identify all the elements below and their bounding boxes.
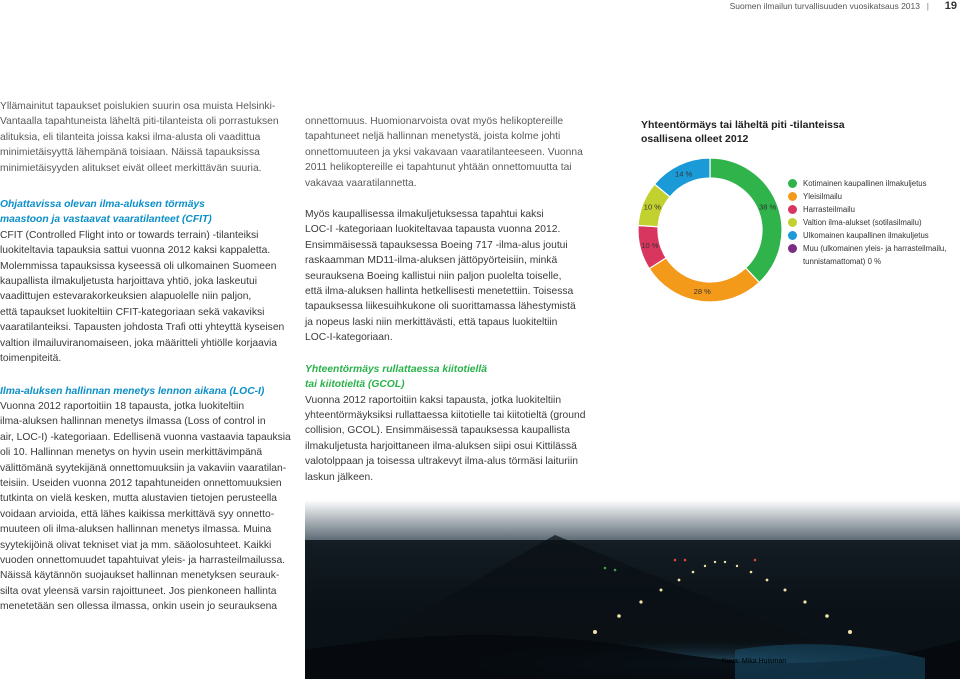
- legend-swatch: [788, 231, 797, 240]
- legend-swatch: [788, 244, 797, 253]
- text-line: vuoden onnettomuudet tapahtuivat yleis- ja harrasteilmailussa.: [0, 554, 286, 566]
- text-line: alituksia, eli tilanteita joissa kaksi ilma-alusta oli vaadittua: [0, 131, 261, 143]
- legend-label: Valtion ilma-alukset (sotilasilmailu): [803, 218, 922, 227]
- legend-swatch: [788, 192, 797, 201]
- legend-item: [788, 190, 960, 203]
- gcol-paragraph: [305, 393, 605, 485]
- text-line: voidaan arvioida, että lähes kaikissa merkittävä syy onnetto-: [0, 508, 275, 520]
- slice-value-label: 10 %: [643, 202, 661, 212]
- text-line: tapauksessa liikesuihkukone oli suorittamassa lähestymistä: [305, 301, 576, 313]
- text-line: 2011 helikoptereille ei tapahtunut yhtään onnettomuutta tai: [305, 162, 572, 174]
- text-line: Yllämainitut tapaukset poislukien suurin osa muista Helsinki-: [0, 101, 276, 112]
- cfit-paragraph: [0, 228, 292, 367]
- slice-value-label: 28 %: [693, 287, 711, 297]
- legend-label: Yleisilmailu: [803, 192, 842, 201]
- text-line: vakavaa vaaratilannetta.: [305, 177, 417, 189]
- chart-title-line: osallisena olleet 2012: [641, 133, 749, 145]
- text-line: muuteen oli ilma-aluksen hallinnan menetys ilmassa. Muina: [0, 524, 272, 536]
- legend-label: Muu (ulkomainen yleis- ja harrasteilmailu,: [803, 244, 947, 253]
- loc-heading: Ilma-aluksen hallinnan menetys lennon aikana (LOC-I): [0, 385, 265, 397]
- helicopter-paragraph: [305, 114, 605, 191]
- page-number: 19: [944, 0, 957, 12]
- text-line: syytekijöinä olivat tekniset viat ja mm. sääolosuhteet. Kaikki: [0, 539, 272, 551]
- legend-label: Harrasteilmailu: [803, 205, 855, 214]
- text-line: ilma-aluksen hallinnan menetys ilmassa (Loss of control in: [0, 416, 266, 428]
- header-separator: |: [926, 1, 929, 11]
- gcol-heading: Yhteentörmäys rullattaessa kiitotiellä: [305, 363, 487, 375]
- text-line: valotolppaan ja toisessa ultrakevyt ilma-alus törmäsi laituriin: [305, 456, 578, 468]
- chart-title: [641, 118, 941, 146]
- text-line: menetetään sen ollessa ilmassa, onkin usein jo seurauksena: [0, 601, 278, 613]
- column-1: [0, 99, 292, 615]
- legend-label: Kotimainen kaupallinen ilmakuljetus: [803, 179, 927, 188]
- text-line: CFIT (Controlled Flight into or towards terrain) -tilanteiksi: [0, 229, 259, 241]
- text-line: kaupallista ilmakuljetusta harjoittava yhtiö, joka laskeutui: [0, 276, 257, 288]
- text-line: Molemmissa tapauksissa kyseessä oli ulkomainen Suomeen: [0, 260, 277, 272]
- photo-credit: Kuva: Mika Huisman: [722, 658, 787, 665]
- text-line: collision, GCOL). Ensimmäisessä tapauksessa kaupallista: [305, 425, 570, 437]
- text-line: Vuonna 2012 raportoitiin kaksi tapausta, jotka luokiteltiin: [305, 394, 562, 406]
- text-line: valtion ilmailuviranomaiseen, joka määritteli yhtiölle korjaavia: [0, 337, 277, 349]
- chart-legend: [788, 177, 960, 268]
- legend-item: [788, 242, 960, 268]
- text-line: ilmakuljetusta harjoittaneen ilma-aluksen siipi osui Kittilässä: [305, 440, 577, 452]
- intro-paragraph: [0, 99, 292, 176]
- donut-slice: [710, 158, 782, 282]
- text-line: vaaratilanteiksi. Tapausten johdosta Trafi otti yhteyttä kyseisen: [0, 322, 285, 334]
- donut-chart: [635, 155, 785, 305]
- text-line: luokiteltavia tapauksia sattui vuonna 2012 kaksi kappaletta.: [0, 245, 271, 257]
- loc-paragraph: [0, 399, 292, 615]
- legend-item: [788, 177, 960, 190]
- legend-item: [788, 203, 960, 216]
- legend-item: [788, 229, 960, 242]
- text-line: raskaamman MD11-ilma-aluksen jättöpyörteisiin, minkä: [305, 255, 558, 267]
- text-line: Myös kaupallisessa ilmakuljetuksessa tapahtui kaksi: [305, 209, 544, 221]
- text-line: Vuonna 2012 raportoitiin 18 tapausta, jotka luokiteltiin: [0, 400, 245, 412]
- text-line: vaadittujen estevarakorkeuksien alapuolelle niin paljon,: [0, 291, 252, 303]
- text-line: tutkinta on vielä kesken, mutta alustavien tietojen perusteella: [0, 493, 278, 505]
- legend-swatch: [788, 205, 797, 214]
- text-line: Vantaalla tapahtuneista läheltä piti-tilanteista oli porrastuksen: [0, 116, 279, 128]
- text-line: toimenpiteitä.: [0, 353, 62, 365]
- chart-title-line: Yhteentörmäys tai läheltä piti -tilanteissa: [641, 119, 845, 131]
- text-line: onnettomuuteen ja yksi vakavaan vaaratilanteeseen. Vuonna: [305, 146, 583, 158]
- legend-label: tunnistamattomat) 0 %: [803, 257, 882, 266]
- text-line: seurauksena Boeing kallistui niin paljon puolelta toiselle,: [305, 270, 562, 282]
- text-line: tapahtuneet neljä hallinnan menetystä, joista kolme johti: [305, 131, 561, 143]
- legend-label: Ulkomainen kaupallinen ilmakuljetus: [803, 231, 929, 240]
- legend-swatch: [788, 179, 797, 188]
- gcol-heading: tai kiitotieltä (GCOL): [305, 379, 405, 391]
- runway-photo-image: [305, 500, 960, 679]
- text-line: onnettomuus. Huomionarvoista ovat myös helikoptereille: [305, 116, 564, 127]
- text-line: oli 10. Hallinnan menetys on hyvin usein merkittävimpänä: [0, 447, 263, 459]
- slice-value-label: 14 %: [675, 169, 693, 179]
- text-line: minimietäisyyttä lähempänä toisiaan. Näissä tapauksissa: [0, 147, 260, 159]
- text-line: teisiin. Useiden vuonna 2012 tapahtuneiden onnettomuuksien: [0, 477, 282, 489]
- publication-title: Suomen ilmailun turvallisuuden vuosikatsaus 2013: [729, 1, 920, 11]
- page-header: [0, 0, 960, 14]
- cfit-heading: Ohjattavissa olevan ilma-aluksen törmäys: [0, 199, 205, 211]
- text-line: että ilma-aluksen hallinta hetkellisesti menetettiin. Toisessa: [305, 286, 574, 298]
- text-line: laskun jälkeen.: [305, 471, 374, 483]
- text-line: minimietäisyyden alitukset eivät olleet merkittävän suuria.: [0, 162, 262, 174]
- slice-value-label: 38 %: [759, 202, 777, 212]
- column-2: [305, 114, 605, 485]
- commercial-loc-paragraph: [305, 207, 605, 346]
- text-line: LOC-I -kategoriaan luokiteltavaa tapausta vuonna 2012.: [305, 224, 561, 236]
- text-line: ja nopeus laski niin merkittävästi, että tapaus luokiteltiin: [305, 316, 558, 328]
- cfit-heading: maastoon ja vastaavat vaaratilanteet (CFIT): [0, 214, 212, 226]
- text-line: silta ovat yleensä varsin rajoittuneet. Jos pienkoneen hallinta: [0, 585, 277, 597]
- text-line: air, LOC-I) -kategoriaan. Edellisenä vuonna vastaavia tapauksia: [0, 431, 291, 443]
- legend-item: [788, 216, 960, 229]
- text-line: Ensimmäisessä tapauksessa Boeing 717 -ilma-alus joutui: [305, 239, 568, 251]
- slice-value-label: 10 %: [641, 240, 659, 250]
- text-line: välittömänä syytekijänä onnettomuuksiin ja vakaviin vaaratilan-: [0, 462, 287, 474]
- text-line: Näissä käytännön suojaukset hallinnan menetyksen seurauk-: [0, 570, 280, 582]
- legend-swatch: [788, 218, 797, 227]
- text-line: että tapaukset luokiteltiin CFIT-kategoriaan sekä vakaviksi: [0, 306, 265, 318]
- text-line: LOC-I-kategoriaan.: [305, 332, 393, 344]
- runway-night-photo: [305, 500, 960, 679]
- text-line: yhteentörmäyksiksi rullattaessa kiitotielle tai kiitotieltä (ground: [305, 409, 586, 421]
